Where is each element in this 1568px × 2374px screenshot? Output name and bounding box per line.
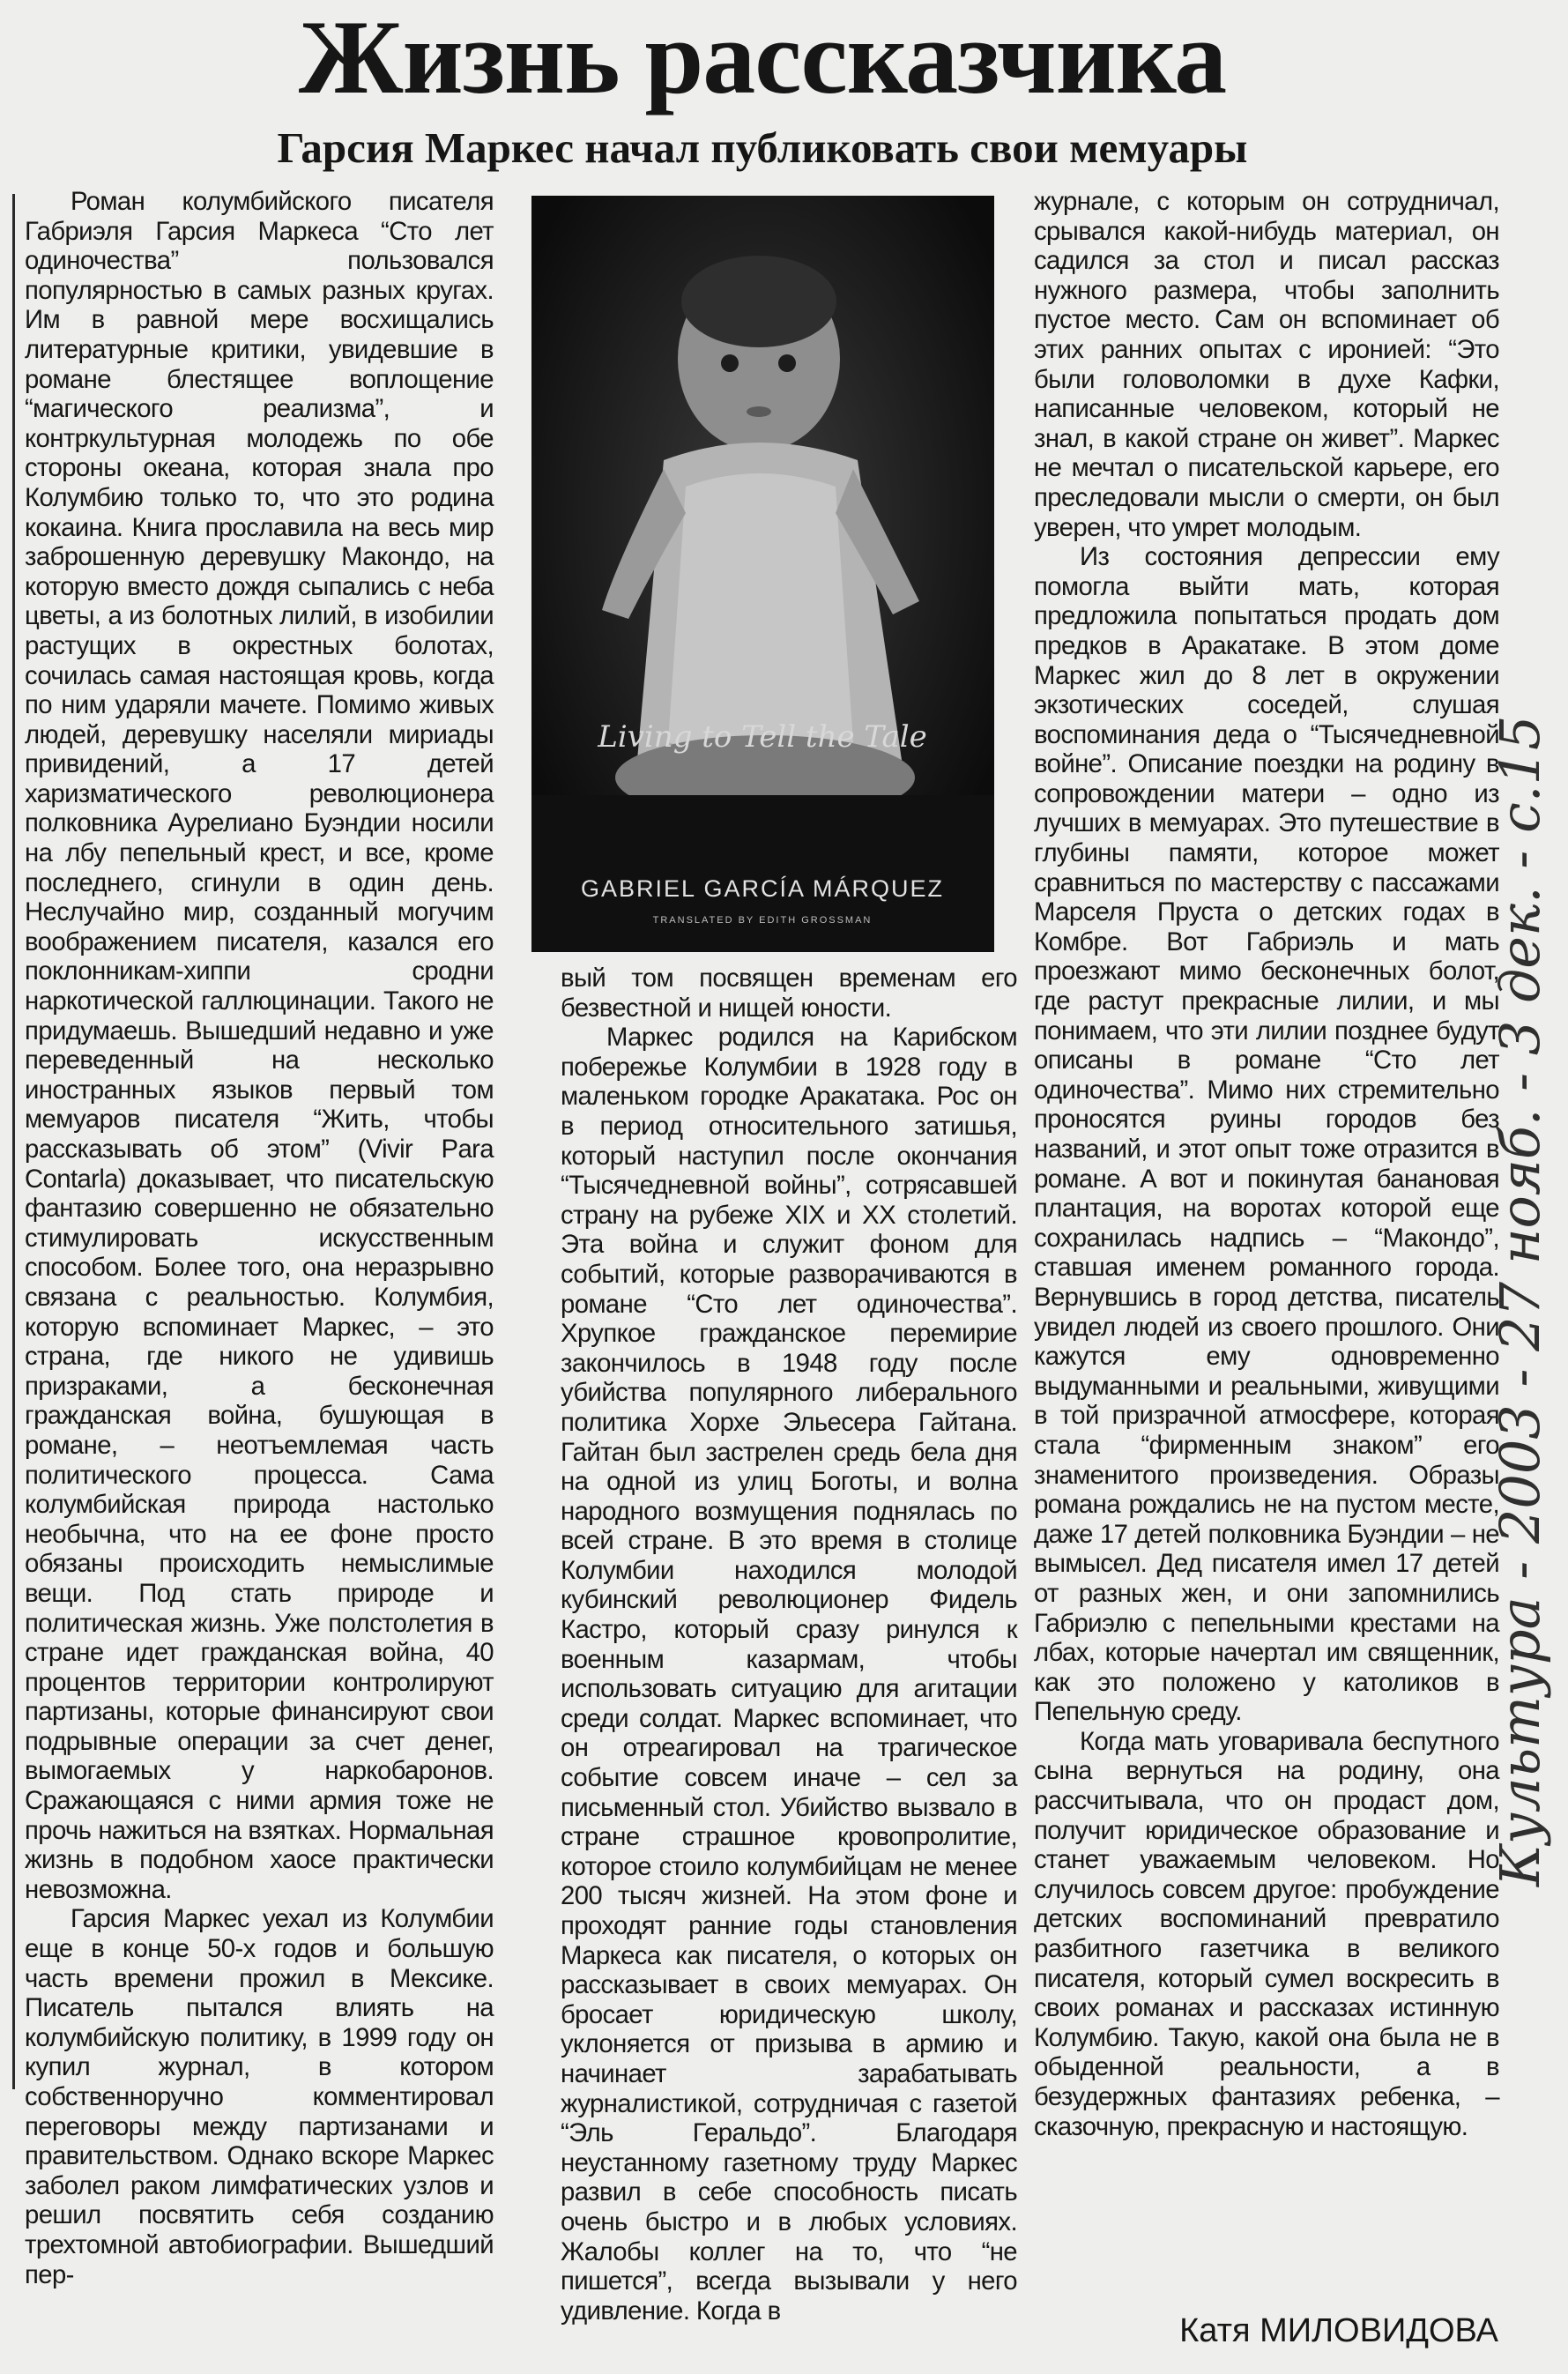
article-column-3 xyxy=(1034,187,1499,2141)
headline: Жизнь рассказчика xyxy=(298,0,1227,115)
subheadline: Гарсия Маркес начал публиковать свои мемуары xyxy=(277,123,1248,172)
cover-title-text: Living to Tell the Tale xyxy=(598,719,927,755)
paragraph: Гарсия Маркес уехал из Колумбии еще в конце 50-х годов и большую часть времени прожил в Мексике. Писатель пытался влиять на колумбийскую политику, в 1999 году он купил журнал, в котором собственноручно комментировал переговоры между партизанами и правительством. Однако вскоре Маркес заболел раком лимфатических узлов и решил посвятить себя созданию трехтомной автобиографии. Вышедший пер- xyxy=(25,1904,494,2289)
article-column-1 xyxy=(25,187,494,2289)
cover-author-text: GABRIEL GARCÍA MÁRQUEZ xyxy=(580,875,945,902)
paragraph: журнале, с которым он сотрудничал, срывался какой-нибудь материал, он садился за стол и писал рассказ нужного размера, чтобы заполнить пустое место. Сам он вспоминает об этих ранних опытах с иронией: “Это были головоломки в духе Кафки, написанные человеком, который не знал, в какой стране он живет”. Маркес не мечтал о писательской карьере, его преследовали мысли о смерти, он был уверен, что умрет молодым. xyxy=(1034,187,1499,542)
article-column-2 xyxy=(561,964,1017,2326)
handwritten-source-note: Культура - 2003 - 27 нояб. - 3 дек. - с.15 xyxy=(1488,715,1552,1887)
paragraph: Когда мать уговаривала беспутного сына вернуться на родину, она рассчитывала, что он продаст дом, получит юридическое образование и станет уважаемым человеком. Но случилось совсем другое: пробуждение детских воспоминаний превратило разбитного газетчика в великого писателя, который сумел воскресить в своих романах и рассказах истинную Колумбию. Такую, какой она была не в обыденной реальности, а в безудержных фантазиях ребенка, – сказочную, прекрасную и настоящую. xyxy=(1034,1726,1499,2141)
cover-translator-text: TRANSLATED BY EDITH GROSSMAN xyxy=(652,915,873,926)
paragraph: Из состояния депрессии ему помогла выйти мать, которая предложила попытаться продать дом предков в Аракатаке. В этом доме Маркес жил до 8 лет в окружении экзотических соседей, слушая воспоминания деда о “Тысячедневной войне”. Описание поездки на родину в сопровождении матери – одно из лучших в мемуарах. Это путешествие в глубины памяти, которое может сравниться по мастерству с пассажами Марселя Пруста о детских годах в Комбре. Вот Габриэль и мать проезжают мимо бесконечных болот, где растут прекрасные лилии, и мы понимаем, что эти лилии позднее будут описаны в романе “Сто лет одиночества”. Мимо них стремительно проносятся руины городов без названий, и этот опыт тоже отразится в романе. А вот и покинутая банановая плантация, на воротах которой еще сохранилась надпись – “Макондо”, ставшая именем романного города. Вернувшись в город детства, писатель увидел людей из своего прошлого. Они кажутся ему одновременно выдуманными и реальными, живущими в той призрачной атмосфере, которая стала “фирменным знаком” его знаменитого произведения. Образы романа рождались не на пустом месте, даже 17 детей полковника Буэндии – не вымысел. Дед писателя имел 17 детей от разных жен, и они запомнились Габриэлю с пепельными крестами на лбах, которые начертал им священник, как это положено у католиков в Пепельную среду. xyxy=(1034,542,1499,1727)
paragraph: Роман колумбийского писателя Габриэля Гарсия Маркеса “Сто лет одиночества” пользовался популярностью в самых разных кругах. Им в равной мере восхищались литературные критики, увидевшие в романе блестящее воплощение “магического реализма”, и контркультурная молодежь по обе стороны океана, которая знала про Колумбию только то, что это родина кокаина. Книга прославила на весь мир заброшенную деревушку Макондо, на которую вместо дождя сыпались с неба цветы, а из болотных лилий, в изобилии растущих в окрестных болотах, сочилась самая настоящая кровь, когда по ним ударяли мачете. Помимо живых людей, деревушку населяли мириады привидений, а 17 детей харизматического революционера полковника Аурелиано Буэндии носили на лбу пепельный крест, и все, кроме последнего, сгинули в один день. Неслучайно мир, созданный могучим воображением писателя, казался его поклонникам-хиппи сродни наркотической галлюцинации. Такого не придумаешь. Вышедший недавно и уже переведенный на несколько иностранных языков первый том мемуаров писателя “Жить, чтобы рассказывать об этом” (Vivir Para Contarla) доказывает, что писательскую фантазию совершенно не обязательно стимулировать искусственным способом. Более того, она неразрывно связана с реальностью. Колумбия, которую вспоминает Маркес, – это страна, где никого не удивишь призраками, а бесконечная гражданская война, бушующая в романе, – неотъемлемая часть политического процесса. Сама колумбийская природа настолько необычна, что на ее фоне просто обязаны происходить немыслимые вещи. Под стать природе и политическая жизнь. Уже полстолетия в стране идет гражданская война, 40 процентов территории контролируют партизаны, которые финансируют свои подрывные операции за счет денег, вымогаемых у наркобаронов. Сражающаяся с ними армия тоже не прочь нажиться на взятках. Нормальная жизнь в подобном хаосе практически невозможна. xyxy=(25,187,494,1904)
book-cover-illustration xyxy=(531,196,994,952)
author-byline: Катя МИЛОВИДОВА xyxy=(1179,2312,1498,2349)
paragraph: Маркес родился на Карибском побережье Колумбии в 1928 году в маленьком городке Аракатака. Рос он в период относительного затишья, который наступил после окончания “Тысячедневной войны”, сотрясавшей страну на рубеже XIX и XX столетий. Эта война и служит фоном для событий, которые разворачиваются в романе “Сто лет одиночества”. Хрупкое гражданское перемирие закончилось в 1948 году после убийства популярного либерального политика Хорхе Эльесера Гайтана. Гайтан был застрелен средь бела дня на одной из улиц Боготы, и волна народного возмущения поднялась по всей стране. В это время в столице Колумбии находился молодой кубинский революционер Фидель Кастро, который сразу ринулся к военным казармам, чтобы использовать ситуацию для агитации среди солдат. Маркес вспоминает, что он отреагировал на трагическое событие совсем иначе – сел за письменный стол. Убийство вызвало в стране страшное кровопролитие, которое стоило колумбийцам не менее 200 тысяч жизней. На этом фоне и проходят ранние годы становления Маркеса как писателя, о которых он рассказывает в своих мемуарах. Он бросает юридическую школу, уклоняется от призыва в армию и начинает зарабатывать журналистикой, сотрудничая с газетой “Эль Геральдо”. Благодаря неустанному газетному труду Маркес развил в себе способность писать очень быстро и в любых условиях. Жалобы коллег на то, что “не пишется”, всегда вызывали у него удивление. Когда в xyxy=(561,1023,1017,2326)
paragraph: вый том посвящен временам его безвестной и нищей юности. xyxy=(561,964,1017,1023)
book-cover-photo xyxy=(531,196,994,952)
left-margin-rule xyxy=(12,194,15,2089)
